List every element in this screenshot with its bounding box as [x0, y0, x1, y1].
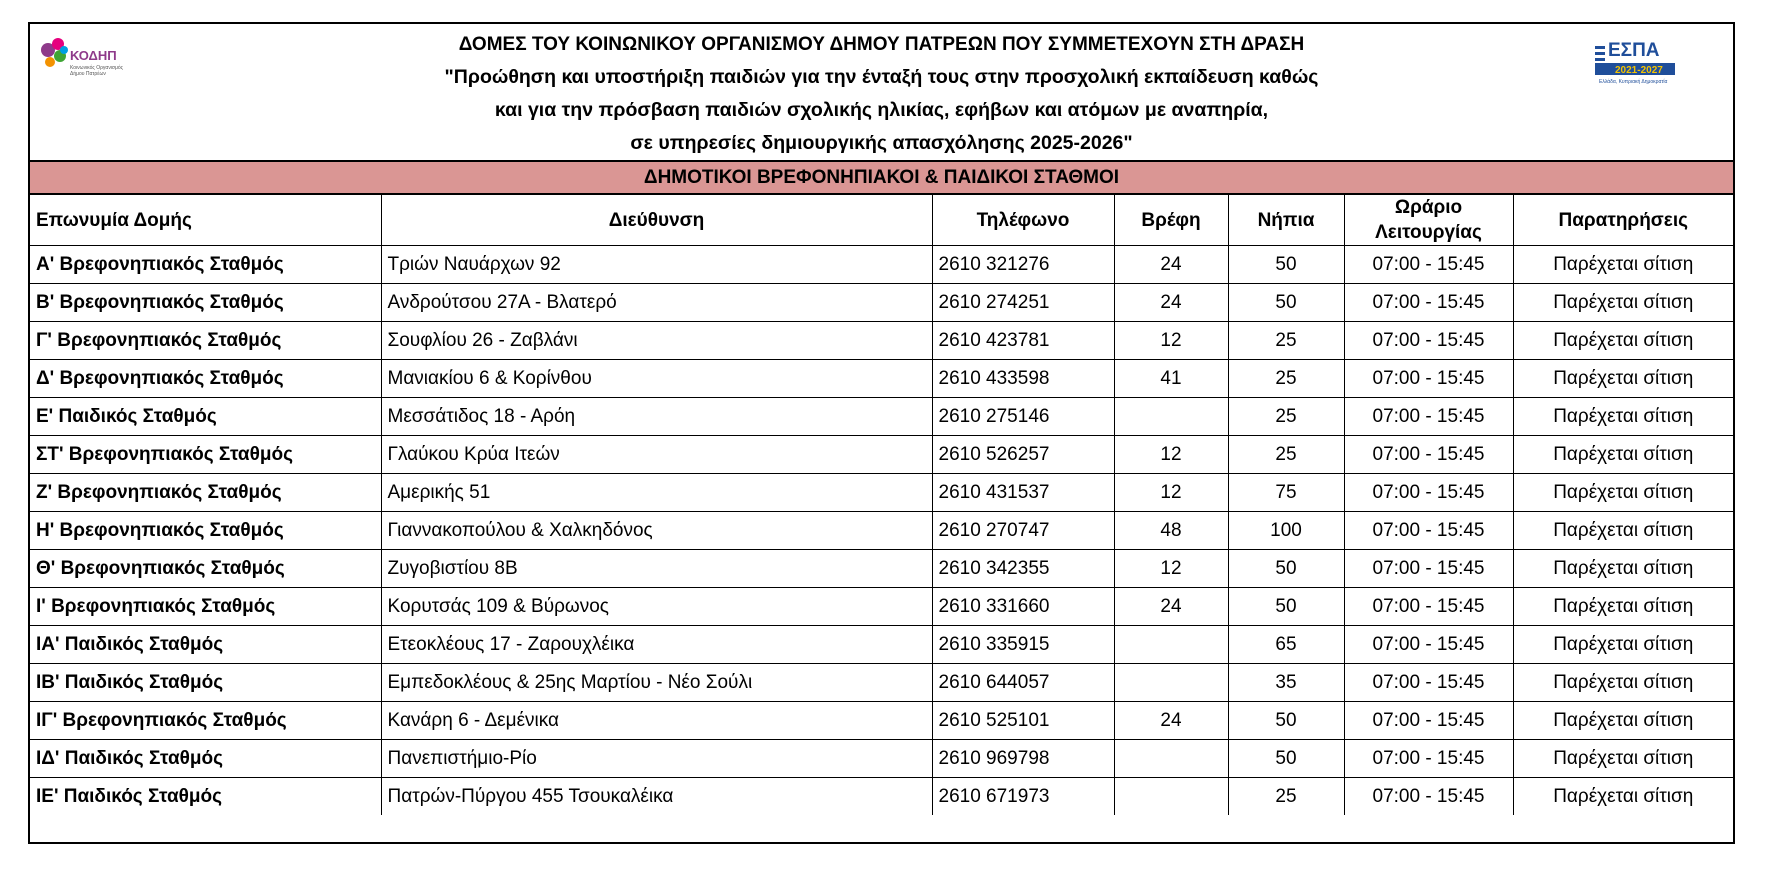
cell-phone: 2610 433598: [932, 360, 1114, 398]
table-row: [30, 588, 1733, 626]
cell-toddlers: 50: [1228, 284, 1344, 322]
svg-text:Ελλάδα, Κυπριακή Δημοκρατία: Ελλάδα, Κυπριακή Δημοκρατία: [1599, 79, 1668, 85]
cell-notes: Παρέχεται σίτιση: [1513, 360, 1733, 398]
cell-hours: 07:00 - 15:45: [1344, 740, 1513, 778]
cell-infants: 24: [1114, 246, 1228, 284]
cell-phone: 2610 335915: [932, 626, 1114, 664]
document-sheet: [28, 22, 1735, 844]
cell-hours: 07:00 - 15:45: [1344, 626, 1513, 664]
cell-phone: 2610 321276: [932, 246, 1114, 284]
cell-toddlers: 25: [1228, 778, 1344, 816]
cell-hours: 07:00 - 15:45: [1344, 246, 1513, 284]
title-line-4: σε υπηρεσίες δημιουργικής απασχόλησης 2025-2026": [630, 132, 1133, 154]
cell-notes: Παρέχεται σίτιση: [1513, 246, 1733, 284]
cell-infants: 24: [1114, 702, 1228, 740]
cell-name: Θ' Βρεφονηπιακός Σταθμός: [30, 550, 381, 588]
title-line-1: ΔΟΜΕΣ ΤΟΥ ΚΟΙΝΩΝΙΚΟΥ ΟΡΓΑΝΙΣΜΟΥ ΔΗΜΟΥ ΠΑΤΡΕΩΝ ΠΟΥ ΣΥΜΜΕΤΕΧΟΥΝ ΣΤΗ ΔΡΑΣΗ: [458, 34, 1305, 55]
cell-infants: 12: [1114, 436, 1228, 474]
cell-name: Ε' Παιδικός Σταθμός: [30, 398, 381, 436]
cell-toddlers: 25: [1228, 398, 1344, 436]
cell-hours: 07:00 - 15:45: [1344, 398, 1513, 436]
cell-hours: 07:00 - 15:45: [1344, 588, 1513, 626]
table-row: [30, 398, 1733, 436]
cell-hours: 07:00 - 15:45: [1344, 474, 1513, 512]
cell-notes: Παρέχεται σίτιση: [1513, 702, 1733, 740]
hours-header-line-2: Λειτουργίας: [1375, 222, 1482, 243]
cell-toddlers: 35: [1228, 664, 1344, 702]
column-header-notes: Παρατηρήσεις: [1513, 195, 1733, 246]
cell-hours: 07:00 - 15:45: [1344, 360, 1513, 398]
cell-notes: Παρέχεται σίτιση: [1513, 322, 1733, 360]
cell-name: ΙΔ' Παιδικός Σταθμός: [30, 740, 381, 778]
cell-notes: Παρέχεται σίτιση: [1513, 474, 1733, 512]
cell-phone: 2610 671973: [932, 778, 1114, 816]
cell-address: Τριών Ναυάρχων 92: [381, 246, 932, 284]
table-row: [30, 664, 1733, 702]
table-row: [30, 322, 1733, 360]
cell-phone: 2610 526257: [932, 436, 1114, 474]
kodip-logo: [34, 30, 144, 90]
cell-hours: 07:00 - 15:45: [1344, 778, 1513, 816]
cell-hours: 07:00 - 15:45: [1344, 702, 1513, 740]
svg-text:Κοινωνικός Οργανισμός: Κοινωνικός Οργανισμός: [70, 65, 124, 71]
cell-name: ΙΑ' Παιδικός Σταθμός: [30, 626, 381, 664]
cell-notes: Παρέχεται σίτιση: [1513, 550, 1733, 588]
title-line-2: "Προώθηση και υποστήριξη παιδιών για την ένταξή τους στην προσχολική εκπαίδευση καθώς: [444, 66, 1319, 88]
title-line-3: και για την πρόσβαση παιδιών σχολικής ηλικίας, εφήβων και ατόμων με αναπηρία,: [494, 99, 1269, 121]
cell-toddlers: 50: [1228, 550, 1344, 588]
cell-hours: 07:00 - 15:45: [1344, 550, 1513, 588]
cell-notes: Παρέχεται σίτιση: [1513, 664, 1733, 702]
cell-address: Μανιακίου 6 & Κορίνθου: [381, 360, 932, 398]
cell-infants: [1114, 740, 1228, 778]
cell-toddlers: 50: [1228, 702, 1344, 740]
cell-notes: Παρέχεται σίτιση: [1513, 740, 1733, 778]
table-header-row: [30, 195, 1733, 246]
hours-header-line-1: Ωράριο: [1394, 197, 1463, 218]
cell-phone: 2610 969798: [932, 740, 1114, 778]
cell-name: ΙΓ' Βρεφονηπιακός Σταθμός: [30, 702, 381, 740]
cell-infants: [1114, 664, 1228, 702]
cell-address: Πανεπιστήμιο-Ρίο: [381, 740, 932, 778]
cell-notes: Παρέχεται σίτιση: [1513, 512, 1733, 550]
cell-infants: [1114, 398, 1228, 436]
cell-address: Κανάρη 6 - Δεμένικα: [381, 702, 932, 740]
cell-hours: 07:00 - 15:45: [1344, 512, 1513, 550]
cell-name: ΣΤ' Βρεφονηπιακός Σταθμός: [30, 436, 381, 474]
cell-hours: 07:00 - 15:45: [1344, 284, 1513, 322]
espa-logo: [1593, 32, 1677, 88]
svg-text:ΚΟΔΗΠ: ΚΟΔΗΠ: [70, 48, 117, 63]
cell-address: Ανδρούτσου 27Α - Βλατερό: [381, 284, 932, 322]
cell-toddlers: 100: [1228, 512, 1344, 550]
table-row: [30, 702, 1733, 740]
document-header: [30, 24, 1733, 162]
column-header-phone: Τηλέφωνο: [932, 195, 1114, 246]
cell-phone: 2610 331660: [932, 588, 1114, 626]
cell-phone: 2610 644057: [932, 664, 1114, 702]
cell-name: Ι' Βρεφονηπιακός Σταθμός: [30, 588, 381, 626]
cell-toddlers: 50: [1228, 588, 1344, 626]
table-row: [30, 246, 1733, 284]
cell-address: Πατρών-Πύργου 455 Τσουκαλέικα: [381, 778, 932, 816]
column-header-name: Επωνυμία Δομής: [30, 195, 381, 246]
cell-phone: 2610 423781: [932, 322, 1114, 360]
cell-toddlers: 25: [1228, 360, 1344, 398]
table-row: [30, 436, 1733, 474]
cell-address: Εμπεδοκλέους & 25ης Μαρτίου - Νέο Σούλι: [381, 664, 932, 702]
column-header-address: Διεύθυνση: [381, 195, 932, 246]
cell-notes: Παρέχεται σίτιση: [1513, 436, 1733, 474]
cell-notes: Παρέχεται σίτιση: [1513, 398, 1733, 436]
cell-address: Γλαύκου Κρύα Ιτεών: [381, 436, 932, 474]
table-row: [30, 550, 1733, 588]
cell-infants: 12: [1114, 550, 1228, 588]
cell-notes: Παρέχεται σίτιση: [1513, 626, 1733, 664]
cell-infants: 48: [1114, 512, 1228, 550]
svg-text:2021-2027: 2021-2027: [1615, 65, 1663, 76]
column-header-infants: Βρέφη: [1114, 195, 1228, 246]
cell-infants: [1114, 626, 1228, 664]
table-row: [30, 360, 1733, 398]
cell-hours: 07:00 - 15:45: [1344, 322, 1513, 360]
cell-toddlers: 50: [1228, 740, 1344, 778]
cell-phone: 2610 525101: [932, 702, 1114, 740]
cell-address: Ζυγοβιστίου 8Β: [381, 550, 932, 588]
cell-name: ΙΕ' Παιδικός Σταθμός: [30, 778, 381, 816]
table-row: [30, 626, 1733, 664]
section-title: ΔΗΜΟΤΙΚΟΙ ΒΡΕΦΟΝΗΠΙΑΚΟΙ & ΠΑΙΔΙΚΟΙ ΣΤΑΘΜΟΙ: [30, 162, 1733, 195]
cell-toddlers: 25: [1228, 322, 1344, 360]
table-row: [30, 284, 1733, 322]
cell-toddlers: 65: [1228, 626, 1344, 664]
cell-toddlers: 50: [1228, 246, 1344, 284]
cell-name: ΙΒ' Παιδικός Σταθμός: [30, 664, 381, 702]
table-row: [30, 474, 1733, 512]
cell-toddlers: 75: [1228, 474, 1344, 512]
cell-name: Η' Βρεφονηπιακός Σταθμός: [30, 512, 381, 550]
document-title: [230, 28, 1533, 160]
cell-hours: 07:00 - 15:45: [1344, 436, 1513, 474]
svg-text:Δήμου Πατρέων: Δήμου Πατρέων: [70, 71, 106, 77]
cell-address: Κορυτσάς 109 & Βύρωνος: [381, 588, 932, 626]
cell-hours: 07:00 - 15:45: [1344, 664, 1513, 702]
svg-text:ΕΣΠΑ: ΕΣΠΑ: [1608, 40, 1660, 61]
cell-address: Αμερικής 51: [381, 474, 932, 512]
cell-name: Α' Βρεφονηπιακός Σταθμός: [30, 246, 381, 284]
cell-name: Β' Βρεφονηπιακός Σταθμός: [30, 284, 381, 322]
cell-address: Ετεοκλέους 17 - Ζαρουχλέικα: [381, 626, 932, 664]
cell-phone: 2610 274251: [932, 284, 1114, 322]
cell-phone: 2610 275146: [932, 398, 1114, 436]
cell-name: Γ' Βρεφονηπιακός Σταθμός: [30, 322, 381, 360]
cell-infants: 12: [1114, 322, 1228, 360]
cell-notes: Παρέχεται σίτιση: [1513, 284, 1733, 322]
cell-notes: Παρέχεται σίτιση: [1513, 588, 1733, 626]
cell-name: Δ' Βρεφονηπιακός Σταθμός: [30, 360, 381, 398]
cell-phone: 2610 342355: [932, 550, 1114, 588]
cell-phone: 2610 431537: [932, 474, 1114, 512]
column-header-hours: [1344, 195, 1513, 246]
structures-table: [30, 195, 1733, 815]
cell-toddlers: 25: [1228, 436, 1344, 474]
cell-name: Ζ' Βρεφονηπιακός Σταθμός: [30, 474, 381, 512]
cell-infants: 41: [1114, 360, 1228, 398]
column-header-toddlers: Νήπια: [1228, 195, 1344, 246]
cell-infants: 12: [1114, 474, 1228, 512]
cell-address: Γιαννακοπούλου & Χαλκηδόνος: [381, 512, 932, 550]
cell-address: Μεσσάτιδος 18 - Αρόη: [381, 398, 932, 436]
cell-phone: 2610 270747: [932, 512, 1114, 550]
table-row: [30, 778, 1733, 816]
cell-infants: [1114, 778, 1228, 816]
cell-notes: Παρέχεται σίτιση: [1513, 778, 1733, 816]
cell-address: Σουφλίου 26 - Ζαβλάνι: [381, 322, 932, 360]
table-row: [30, 512, 1733, 550]
cell-infants: 24: [1114, 588, 1228, 626]
table-row: [30, 740, 1733, 778]
cell-infants: 24: [1114, 284, 1228, 322]
